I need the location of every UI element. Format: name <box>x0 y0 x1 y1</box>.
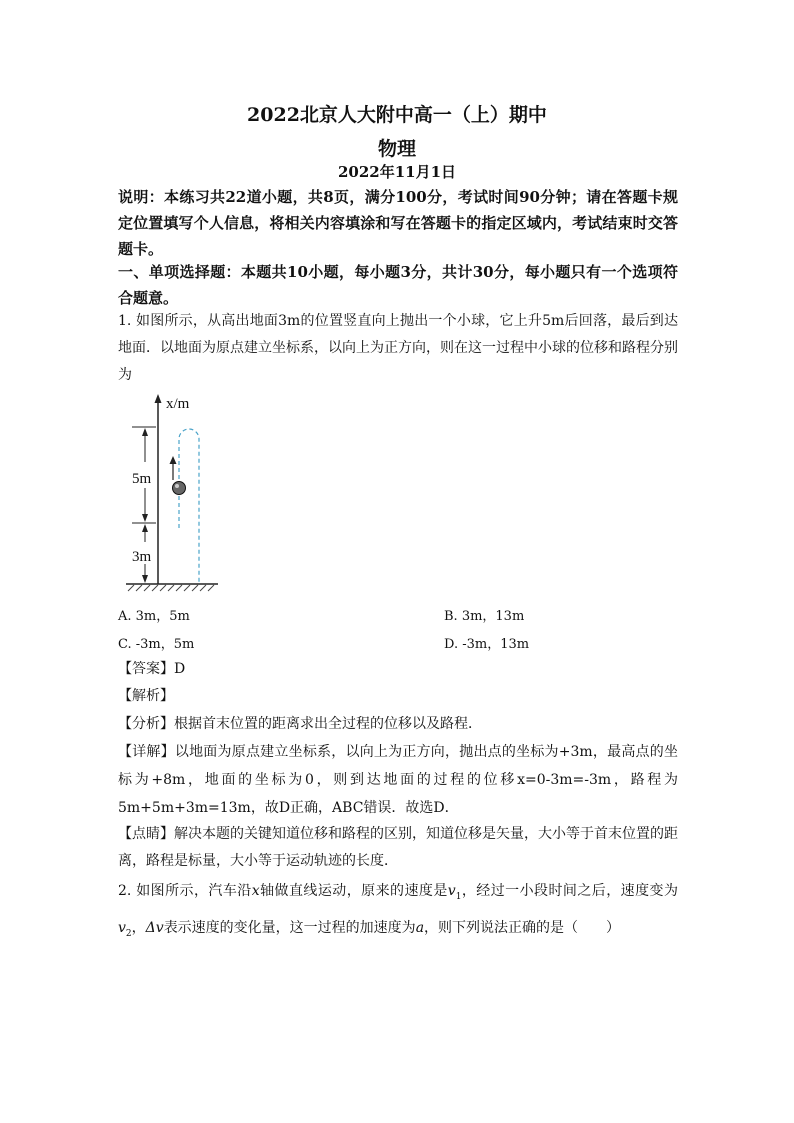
document-title: 2022北京人大附中高一（上）期中 <box>247 104 547 126</box>
analysis-dianjing: 【点睛】解决本题的关键知道位移和路程的区别，知道位移是矢量，大小等于首末位置的距离，路程是标量，大小等于运动轨迹的长度． <box>118 826 678 869</box>
analysis-fenxi: 【分析】根据首末位置的距离求出全过程的位移以及路程． <box>118 716 482 732</box>
subject-title: 物理 <box>377 138 416 160</box>
var-v1: v <box>447 883 456 899</box>
exam-date: 2022年11月1日 <box>337 163 457 181</box>
ground-hatching <box>128 585 214 591</box>
option-c: C. -3m，5m <box>118 637 195 652</box>
question-1-stem: 1. 如图所示，从高出地面3m的位置竖直向上抛出一个小球，它上升5m后回落，最后到达地面．以地面为原点建立坐标系，以向上为正方向，则在这一过程中小球的位移和路程分别为 <box>118 313 678 383</box>
analysis-xiangjie: 【详解】以地面为原点建立坐标系，以向上为正方向，抛出点的坐标为+3m，最高点的坐标为+8m，地面的坐标为0，则到达地面的过程的位移x=0-3m=-3m，路程为5m+5m+3m=13m，故D正确，ABC错误．故选D． <box>118 744 678 816</box>
x-axis-arrowhead <box>155 394 162 403</box>
var-x: x <box>251 883 260 899</box>
section-heading: 一、单项选择题：本题共10小题，每小题3分，共计30分，每小题只有一个选项符合题意。 <box>118 263 678 307</box>
option-b: B. 3m，13m <box>444 609 525 624</box>
label-5m: 5m <box>132 471 152 487</box>
var-a: a <box>415 919 425 936</box>
instructions: 说明：本练习共22道小题，共8页，满分100分，考试时间90分钟；请在答题卡规定位置填写个人信息，将相关内容填涂和写在答题卡的指定区域内，考试结束时交答题卡。 <box>118 188 678 258</box>
axis-label: x/m <box>166 396 190 412</box>
answer: 【答案】D <box>118 661 186 677</box>
option-a: A. 3m，5m <box>118 609 190 624</box>
question-1-figure <box>118 392 228 594</box>
var-delta-v: Δv <box>145 919 164 936</box>
ball-trajectory <box>179 429 199 582</box>
ball <box>173 482 186 495</box>
option-d: D. -3m，13m <box>444 637 530 652</box>
label-3m: 3m <box>132 549 152 565</box>
question-2-stem: 2. 如图所示，汽车沿x轴做直线运动，原来的速度是$v_1$，经过一小段时间之后，速度变为$v_2$，Δv表示速度的变化量，这一过程的加速度为a，则下列说法正确的是（ ） <box>118 883 678 939</box>
var-v2: v <box>118 919 126 936</box>
analysis-heading: 【解析】 <box>118 688 174 704</box>
